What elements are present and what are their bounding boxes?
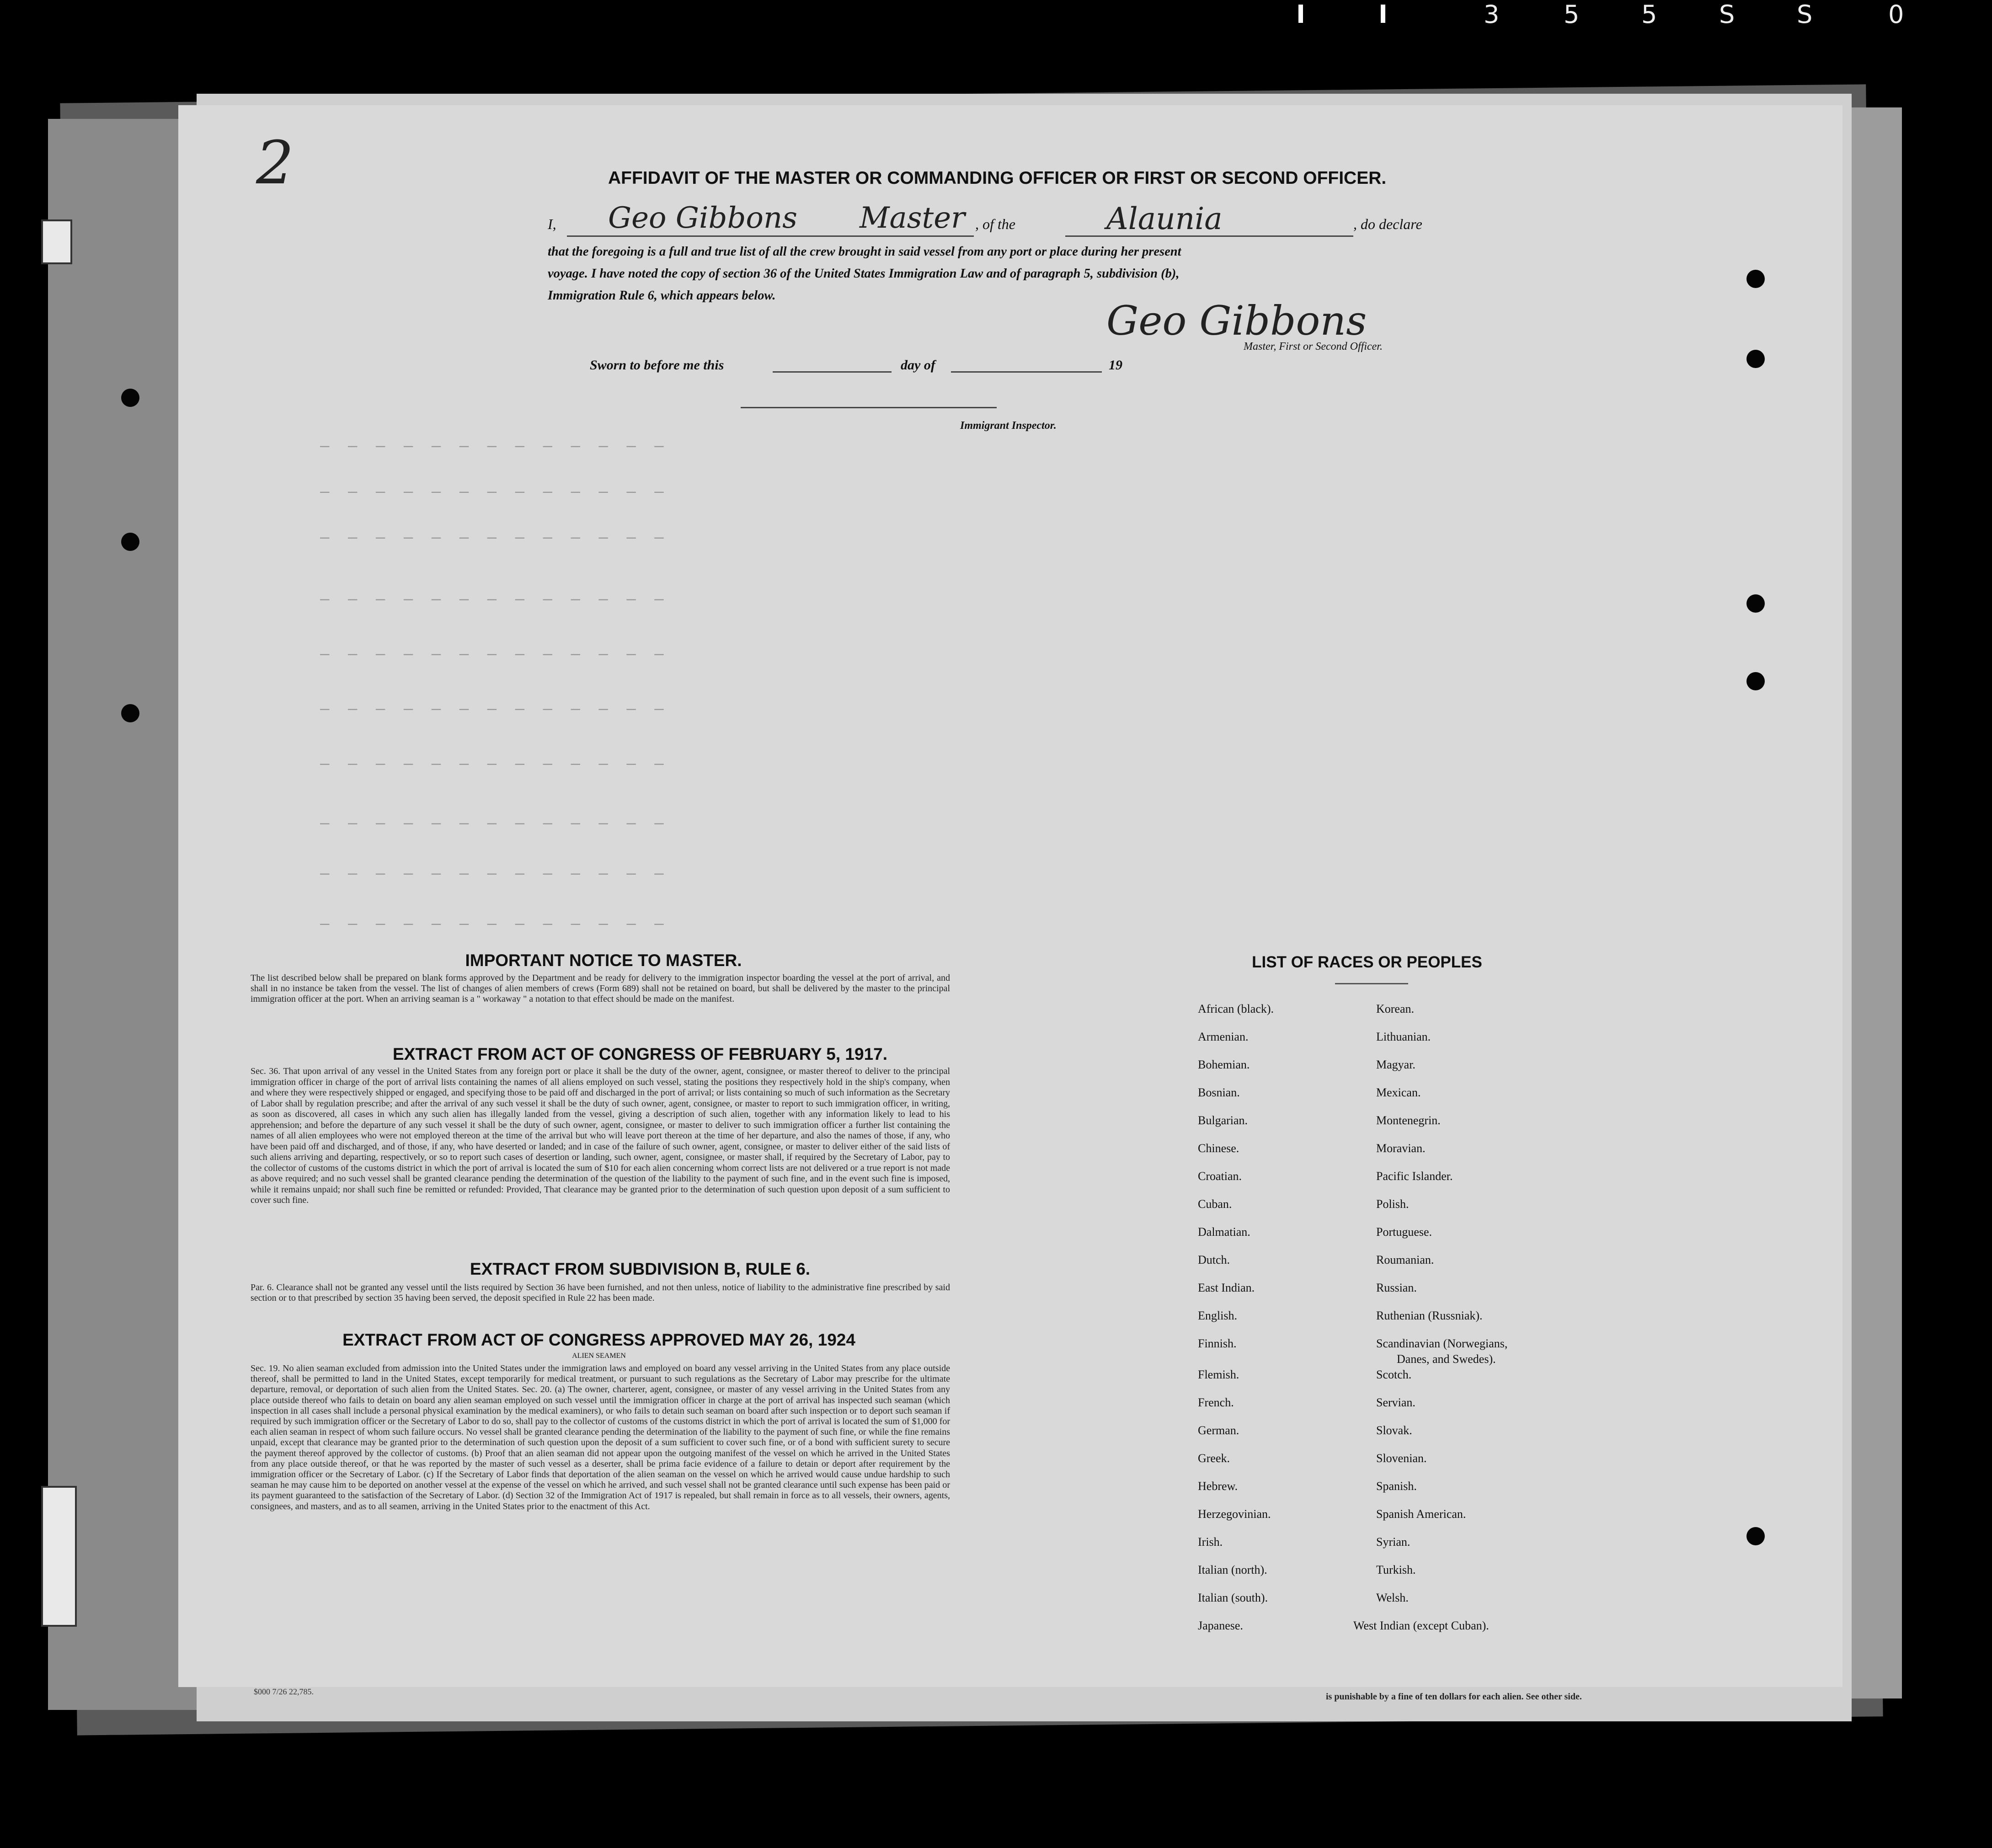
show-through-text: — — — — — — — — — — — — — bbox=[320, 482, 668, 501]
declare-label: , do declare bbox=[1353, 216, 1422, 232]
race-item: Italian (south). bbox=[1198, 1591, 1268, 1604]
race-item: Hebrew. bbox=[1198, 1479, 1238, 1493]
race-item: Irish. bbox=[1198, 1535, 1223, 1549]
race-item: Bohemian. bbox=[1198, 1058, 1250, 1071]
of-the-label: , of the bbox=[975, 216, 1015, 232]
race-item: Moravian. bbox=[1376, 1142, 1426, 1155]
race-item: Korean. bbox=[1376, 1002, 1415, 1015]
position-handwritten: Master bbox=[860, 201, 965, 235]
race-item: Spanish American. bbox=[1376, 1507, 1466, 1521]
binder-hole bbox=[1746, 594, 1765, 613]
race-item: Lithuanian. bbox=[1376, 1030, 1431, 1043]
notice-title: IMPORTANT NOTICE TO MASTER. bbox=[465, 951, 742, 970]
show-through-text: — — — — — — — — — — — — — bbox=[320, 914, 668, 933]
race-item: Armenian. bbox=[1198, 1030, 1249, 1043]
race-item: Finnish. bbox=[1198, 1337, 1237, 1350]
race-item: German. bbox=[1198, 1424, 1239, 1437]
race-item: Servian. bbox=[1376, 1396, 1415, 1409]
binder-hole bbox=[121, 389, 139, 407]
race-item: Dalmatian. bbox=[1198, 1225, 1250, 1239]
edge-mark: 3 bbox=[1484, 0, 1500, 29]
show-through-text: — — — — — — — — — — — — — bbox=[320, 864, 668, 882]
races-title: LIST OF RACES OR PEOPLES bbox=[1252, 953, 1482, 971]
race-item: Roumanian. bbox=[1376, 1253, 1434, 1266]
race-item: Russian. bbox=[1376, 1281, 1417, 1294]
extract-1924-subtitle: ALIEN SEAMEN bbox=[572, 1352, 626, 1360]
race-item: Polish. bbox=[1376, 1197, 1409, 1211]
races-title-rule bbox=[1335, 983, 1408, 984]
race-item: Greek. bbox=[1198, 1452, 1230, 1465]
binder-hole bbox=[1746, 350, 1765, 368]
show-through-text: — — — — — — — — — — — — — bbox=[320, 590, 668, 608]
binder-clip bbox=[41, 219, 72, 264]
race-item: Italian (north). bbox=[1198, 1563, 1267, 1576]
vessel-name-handwritten: Alaunia bbox=[1106, 201, 1223, 236]
race-item: Bosnian. bbox=[1198, 1086, 1240, 1099]
master-name-handwritten: Geo Gibbons bbox=[608, 201, 797, 235]
race-item: Japanese. bbox=[1198, 1619, 1243, 1632]
race-item: African (black). bbox=[1198, 1002, 1274, 1015]
race-item: Scotch. bbox=[1376, 1368, 1412, 1381]
extract-1924-title: EXTRACT FROM ACT OF CONGRESS APPROVED MAY 26, 1924 bbox=[342, 1330, 855, 1349]
race-item: East Indian. bbox=[1198, 1281, 1255, 1294]
race-item: Slovenian. bbox=[1376, 1452, 1427, 1465]
binder-hole bbox=[1746, 1527, 1765, 1545]
affidavit-body: Immigration Rule 6, which appears below. bbox=[548, 288, 776, 303]
affidavit-body: that the foregoing is a full and true list of all the crew brought in said vessel from any port or place during her present bbox=[548, 245, 1181, 259]
form-print-code: $000 7/26 22,785. bbox=[254, 1687, 314, 1696]
edge-mark: S bbox=[1719, 0, 1735, 29]
show-through-text: — — — — — — — — — — — — — bbox=[320, 754, 668, 773]
left-page-edge bbox=[48, 119, 199, 1710]
name-line bbox=[567, 235, 974, 237]
race-item: Pacific Islander. bbox=[1376, 1170, 1453, 1183]
show-through-text: — — — — — — — — — — — — — bbox=[320, 814, 668, 832]
binder-hole bbox=[121, 704, 139, 722]
extract-1917-text: Sec. 36. That upon arrival of any vessel in the United States from any foreign port or place it shall be the duty of the owner, agent, consignee, or master thereof to deliver to the principal immigration officer in charge of the port of arrival lists containing the names of all aliens employed on such vessel, stating the positions they respectively hold in the ship's company, when and where they were respectively shipped or engaged, and specifying those to be paid off and discharged in the port of arrival; or lists containing so much of such information as the Secretary of Labor shall by regulation prescribe; and after the arrival of any such vessel it shall be the duty of such owner, agent, consignee, or master to report to such immigration officer, in writing, as soon as discovered, all cases in which any such alien has illegally landed from the vessel, giving a description of such alien, together with any information likely to lead to his apprehension; and before the departure of any such vessel it shall be the duty of such owner, agent, consignee, or master to deliver to such immigration officer a further list containing the names of all alien employees who were not employed thereon at the time of the arrival but who will leave port thereon at the time of her departure, and also the names of those, if any, who have been paid off and discharged, and of those, if any, who have deserted or landed; and in case of the failure of such owner, agent, consignee, or master to deliver either of the said lists of such aliens arriving and departing, respectively, or so to report such cases of desertion or landing, such owner, agent, consignee, or master shall, if required by the Secretary of Labor, pay to the collector of customs of the customs district in which the port of arrival is located the sum of $10 for each alien concerning whom correct lists are not delivered or a true report is not made as above required; and no such vessel shall be granted clearance pending the determination of the question of the liability to the payment of such fine, and in the event such fine is imposed, while it remains unpaid; nor shall such fine be remitted or refunded: Provided, That clearance may be granted prior to the determination of such question upon deposit of a sum sufficient to cover such fine. bbox=[251, 1066, 950, 1205]
inspector-line bbox=[741, 407, 997, 408]
binder-hole bbox=[1746, 672, 1765, 690]
race-item: Cuban. bbox=[1198, 1197, 1232, 1211]
race-item: Bulgarian. bbox=[1198, 1114, 1248, 1127]
sworn-label: Sworn to before me this bbox=[590, 358, 724, 373]
race-item: Mexican. bbox=[1376, 1086, 1421, 1099]
race-item: Syrian. bbox=[1376, 1535, 1410, 1549]
notice-text: The list described below shall be prepared on blank forms approved by the Department and be ready for delivery to the immigration inspector boarding the vessel at the port of arrival, and shall in no instance be taken from the vessel. The list of changes of alien members of crews (Form 689) shall not be retained on board, but shall be delivered by the master to the principal immigration officer at the port. When an arriving seaman is a " workaway " a notation to that effect should be made on the manifest. bbox=[251, 973, 950, 1004]
signature-caption: Master, First or Second Officer. bbox=[1244, 341, 1383, 353]
race-item: French. bbox=[1198, 1396, 1234, 1409]
show-through-text: — — — — — — — — — — — — — bbox=[320, 437, 668, 455]
corner-mark: 2 bbox=[256, 128, 294, 198]
extract-rule6-title: EXTRACT FROM SUBDIVISION B, RULE 6. bbox=[470, 1260, 811, 1278]
show-through-text: — — — — — — — — — — — — — bbox=[320, 528, 668, 546]
race-item: Danes, and Swedes). bbox=[1397, 1352, 1496, 1366]
race-item: Magyar. bbox=[1376, 1058, 1415, 1071]
edge-mark: S bbox=[1797, 0, 1813, 29]
edge-mark: 0 bbox=[1888, 0, 1904, 29]
race-item: Croatian. bbox=[1198, 1170, 1242, 1183]
race-item: Turkish. bbox=[1376, 1563, 1416, 1576]
race-item: Dutch. bbox=[1198, 1253, 1230, 1266]
binder-hole bbox=[1746, 270, 1765, 288]
show-through-text: — — — — — — — — — — — — — bbox=[320, 700, 668, 718]
edge-mark: 5 bbox=[1564, 0, 1580, 29]
race-item: Flemish. bbox=[1198, 1368, 1239, 1381]
day-of-label: day of bbox=[901, 358, 935, 373]
sworn-month-line bbox=[951, 371, 1102, 373]
extract-rule6-text: Par. 6. Clearance shall not be granted any vessel until the lists required by Section 36 have been furnished, and not then unless, notice of liability to the administrative fine prescribed by said section or to that prescribed by section 35 having been served, the deposit specified in Rule 22 has been made. bbox=[251, 1282, 950, 1303]
race-item: Chinese. bbox=[1198, 1142, 1239, 1155]
race-item: Portuguese. bbox=[1376, 1225, 1432, 1239]
penalty-footer: is punishable by a fine of ten dollars for each alien. See other side. bbox=[1326, 1692, 1582, 1702]
affidavit-title: AFFIDAVIT OF THE MASTER OR COMMANDING OFFICER OR FIRST OR SECOND OFFICER. bbox=[608, 168, 1387, 188]
race-item: Scandinavian (Norwegians, bbox=[1376, 1337, 1508, 1350]
master-signature: Geo Gibbons bbox=[1106, 297, 1367, 344]
race-item: Montenegrin. bbox=[1376, 1114, 1441, 1127]
affidavit-body: voyage. I have noted the copy of section 36 of the United States Immigration Law and of paragraph 5, subdivision (b), bbox=[548, 267, 1180, 281]
show-through-text: — — — — — — — — — — — — — bbox=[320, 645, 668, 663]
edge-tick bbox=[1298, 5, 1303, 23]
inspector-label: Immigrant Inspector. bbox=[960, 420, 1057, 432]
race-item: Herzegovinian. bbox=[1198, 1507, 1271, 1521]
extract-1924-text: Sec. 19. No alien seaman excluded from admission into the United States under the immigration laws and employed on board any vessel arriving in the United States from any place outside thereof, shall be permitted to land in the United States, except temporarily for medical treatment, or pursuant to such regulations as the Secretary of Labor may prescribe for the ultimate departure, removal, or deportation of such alien from the United States. Sec. 20. (a) The owner, charterer, agent, consignee, or master of any vessel arriving in the United States from any place outside thereof who fails to detain on board any alien seaman employed on such vessel until the immigration officer in charge at the port of arrival has inspected such seaman (which inspection in all cases shall include a personal physical examination by the medical examiners), or who fails to detain such seaman on board after such inspection or to deport such seaman if required by such immigration officer or the Secretary of Labor to do so, shall pay to the collector of customs of the customs district in which the port of arrival is located the sum of $1,000 for each alien seaman in respect of whom such failure occurs. No vessel shall be granted clearance pending the determination of the liability to the payment of such fine, or while the fine remains unpaid, except that clearance may be granted prior to the determination of such question upon the deposit of a sum sufficient to cover such fine, or of a bond with sufficient surety to secure the payment thereof approved by the collector of customs. (b) Proof that an alien seaman did not appear upon the outgoing manifest of the vessel on which he arrived in the United States from any place outside thereof, or that he was reported by the master of such vessel as a deserter, shall be prima facie evidence of a failure to detain or deport after requirement by the immigration officer or the Secretary of Labor. (c) If the Secretary of Labor finds that deportation of the alien seaman on the vessel on which he arrived would cause undue hardship to such seaman he may cause him to be deported on another vessel at the expense of the vessel on which he arrived, and such vessel shall not be granted clearance until such expense has been paid or its payment guaranteed to the satisfaction of the Secretary of Labor. (d) Section 32 of the Immigration Act of 1917 is repealed, but shall remain in force as to all vessels, their owners, agents, consignees, and masters, and as to all seamen, arriving in the United States prior to the enactment of this Act. bbox=[251, 1363, 950, 1512]
race-item: Ruthenian (Russniak). bbox=[1376, 1309, 1483, 1322]
edge-mark: 5 bbox=[1641, 0, 1657, 29]
race-item: Spanish. bbox=[1376, 1479, 1417, 1493]
race-item: English. bbox=[1198, 1309, 1237, 1322]
race-item: West Indian (except Cuban). bbox=[1353, 1619, 1489, 1632]
race-item: Welsh. bbox=[1376, 1591, 1409, 1604]
extract-1917-title: EXTRACT FROM ACT OF CONGRESS OF FEBRUARY 5, 1917. bbox=[392, 1045, 888, 1063]
binder-hole bbox=[121, 533, 139, 551]
race-item: Slovak. bbox=[1376, 1424, 1412, 1437]
edge-tick bbox=[1381, 5, 1385, 23]
affidavit-i-label: I, bbox=[548, 216, 556, 232]
year-label: 19 bbox=[1109, 358, 1122, 373]
sworn-day-line bbox=[773, 371, 892, 373]
binder-clip bbox=[41, 1486, 77, 1627]
